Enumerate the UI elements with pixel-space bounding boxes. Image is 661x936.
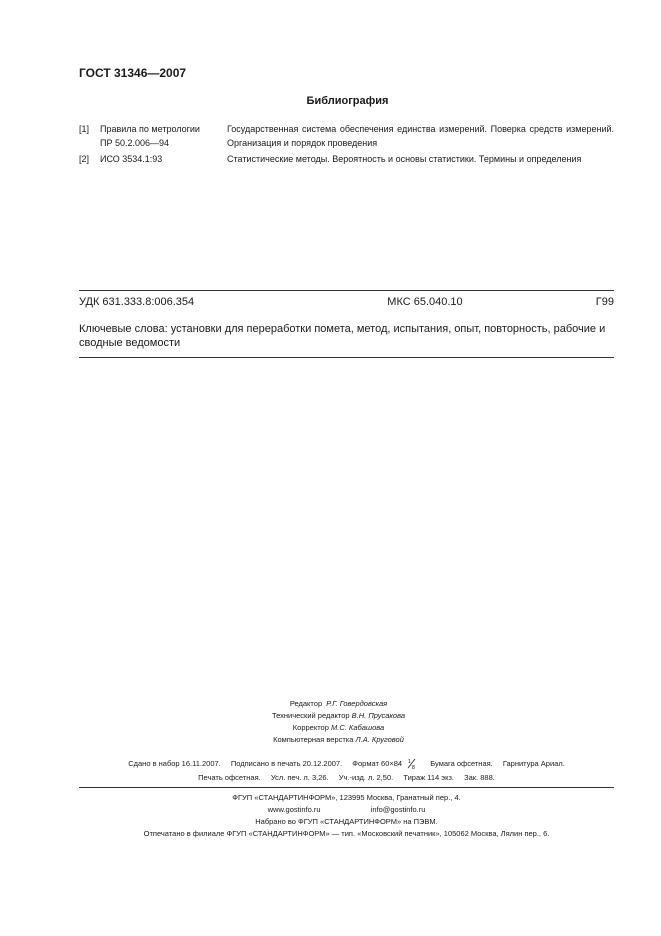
divider-top	[79, 290, 614, 291]
keywords	[79, 322, 614, 350]
printing-line-1	[79, 757, 614, 771]
editor-line	[16, 698, 661, 710]
printed-by: Отпечатано в филиале ФГУП «СТАНДАРТИНФОРМ» — тип. «Московский печатник», 105062 Москва, Лялин пер., 6.	[143, 829, 550, 838]
standard-number: ГОСТ 31346—2007	[79, 66, 187, 80]
entry-description: Статистические методы. Вероятность и основы статистики. Термины и определения	[227, 154, 582, 164]
entry-source: ИСО 3534.1:93	[100, 154, 163, 164]
layout-line	[16, 734, 661, 746]
corrector-label: Корректор	[292, 723, 329, 732]
imprint	[0, 698, 661, 746]
mks-code: МКС 65.040.10	[387, 296, 463, 308]
bibliography-entry	[79, 152, 614, 166]
printing-details	[79, 757, 614, 785]
format	[352, 759, 420, 768]
entry-source: Правила по метрологии ПР 50.2.006—94	[100, 124, 200, 148]
printing-line-2	[79, 771, 614, 785]
editor-label: Редактор	[289, 699, 323, 708]
publishing-sheets: Уч.-изд. л. 2,50.	[338, 773, 394, 782]
keywords-text: установки для переработки помета, метод, испытания, опыт, повторность, рабочие и сводные ведомости	[79, 323, 606, 349]
corrector-line	[16, 722, 661, 734]
bibliography-entry	[79, 122, 614, 150]
group-code: Г99	[595, 296, 614, 308]
print-sheets: Усл. печ. л. 3,26.	[270, 773, 329, 782]
corrector-name: М.С. Кабашова	[331, 723, 385, 732]
order-number: Зак. 888.	[464, 773, 495, 782]
layout-name: Л.А. Круговой	[355, 735, 404, 744]
entry-number: [2]	[79, 154, 90, 164]
paper-type: Бумага офсетная.	[430, 759, 493, 768]
tech-editor-label: Технический редактор	[271, 711, 350, 720]
email-link[interactable]: info@gostinfo.ru	[370, 805, 426, 814]
website-link[interactable]: www.gostinfo.ru	[267, 805, 321, 814]
typeset-by: Набрано во ФГУП «СТАНДАРТИНФОРМ» на ПЭВМ.	[255, 817, 438, 826]
tech-editor-name: В.Н. Прусакова	[351, 711, 406, 720]
keywords-label: Ключевые слова:	[79, 323, 168, 335]
tech-editor-line	[16, 710, 661, 722]
print-type: Печать офсетная.	[198, 773, 261, 782]
layout-label: Компьютерная верстка	[273, 735, 354, 744]
bibliography-list	[79, 122, 614, 168]
bibliography-title: Библиография	[306, 95, 389, 107]
svg-text:8: 8	[412, 765, 415, 769]
divider-footer	[79, 787, 614, 788]
entry-number: [1]	[79, 124, 90, 134]
svg-text:1: 1	[408, 759, 411, 765]
divider-keywords	[79, 357, 614, 358]
signed-date: Подписано в печать 20.12.2007.	[230, 759, 343, 768]
typeface: Гарнитура Ариал.	[502, 759, 565, 768]
format-text: Формат 60×84	[352, 759, 403, 768]
print-run: Тираж 114 экз.	[403, 773, 454, 782]
format-fraction	[408, 758, 416, 768]
entry-description: Государственная система обеспечения единства измерений. Поверка средств измерений. Организация и порядок проведения	[227, 124, 614, 148]
classification-row	[79, 296, 614, 308]
publisher-footer	[79, 792, 614, 840]
editor-name: Р.Г. Говердовская	[326, 699, 388, 708]
publisher-contacts	[79, 804, 614, 816]
publisher-address: ФГУП «СТАНДАРТИНФОРМ», 123995 Москва, Гранатный пер., 4.	[232, 793, 461, 802]
typeset-date: Сдано в набор 16.11.2007.	[128, 759, 221, 768]
udk-code: УДК 631.333.8:006.354	[79, 296, 195, 308]
